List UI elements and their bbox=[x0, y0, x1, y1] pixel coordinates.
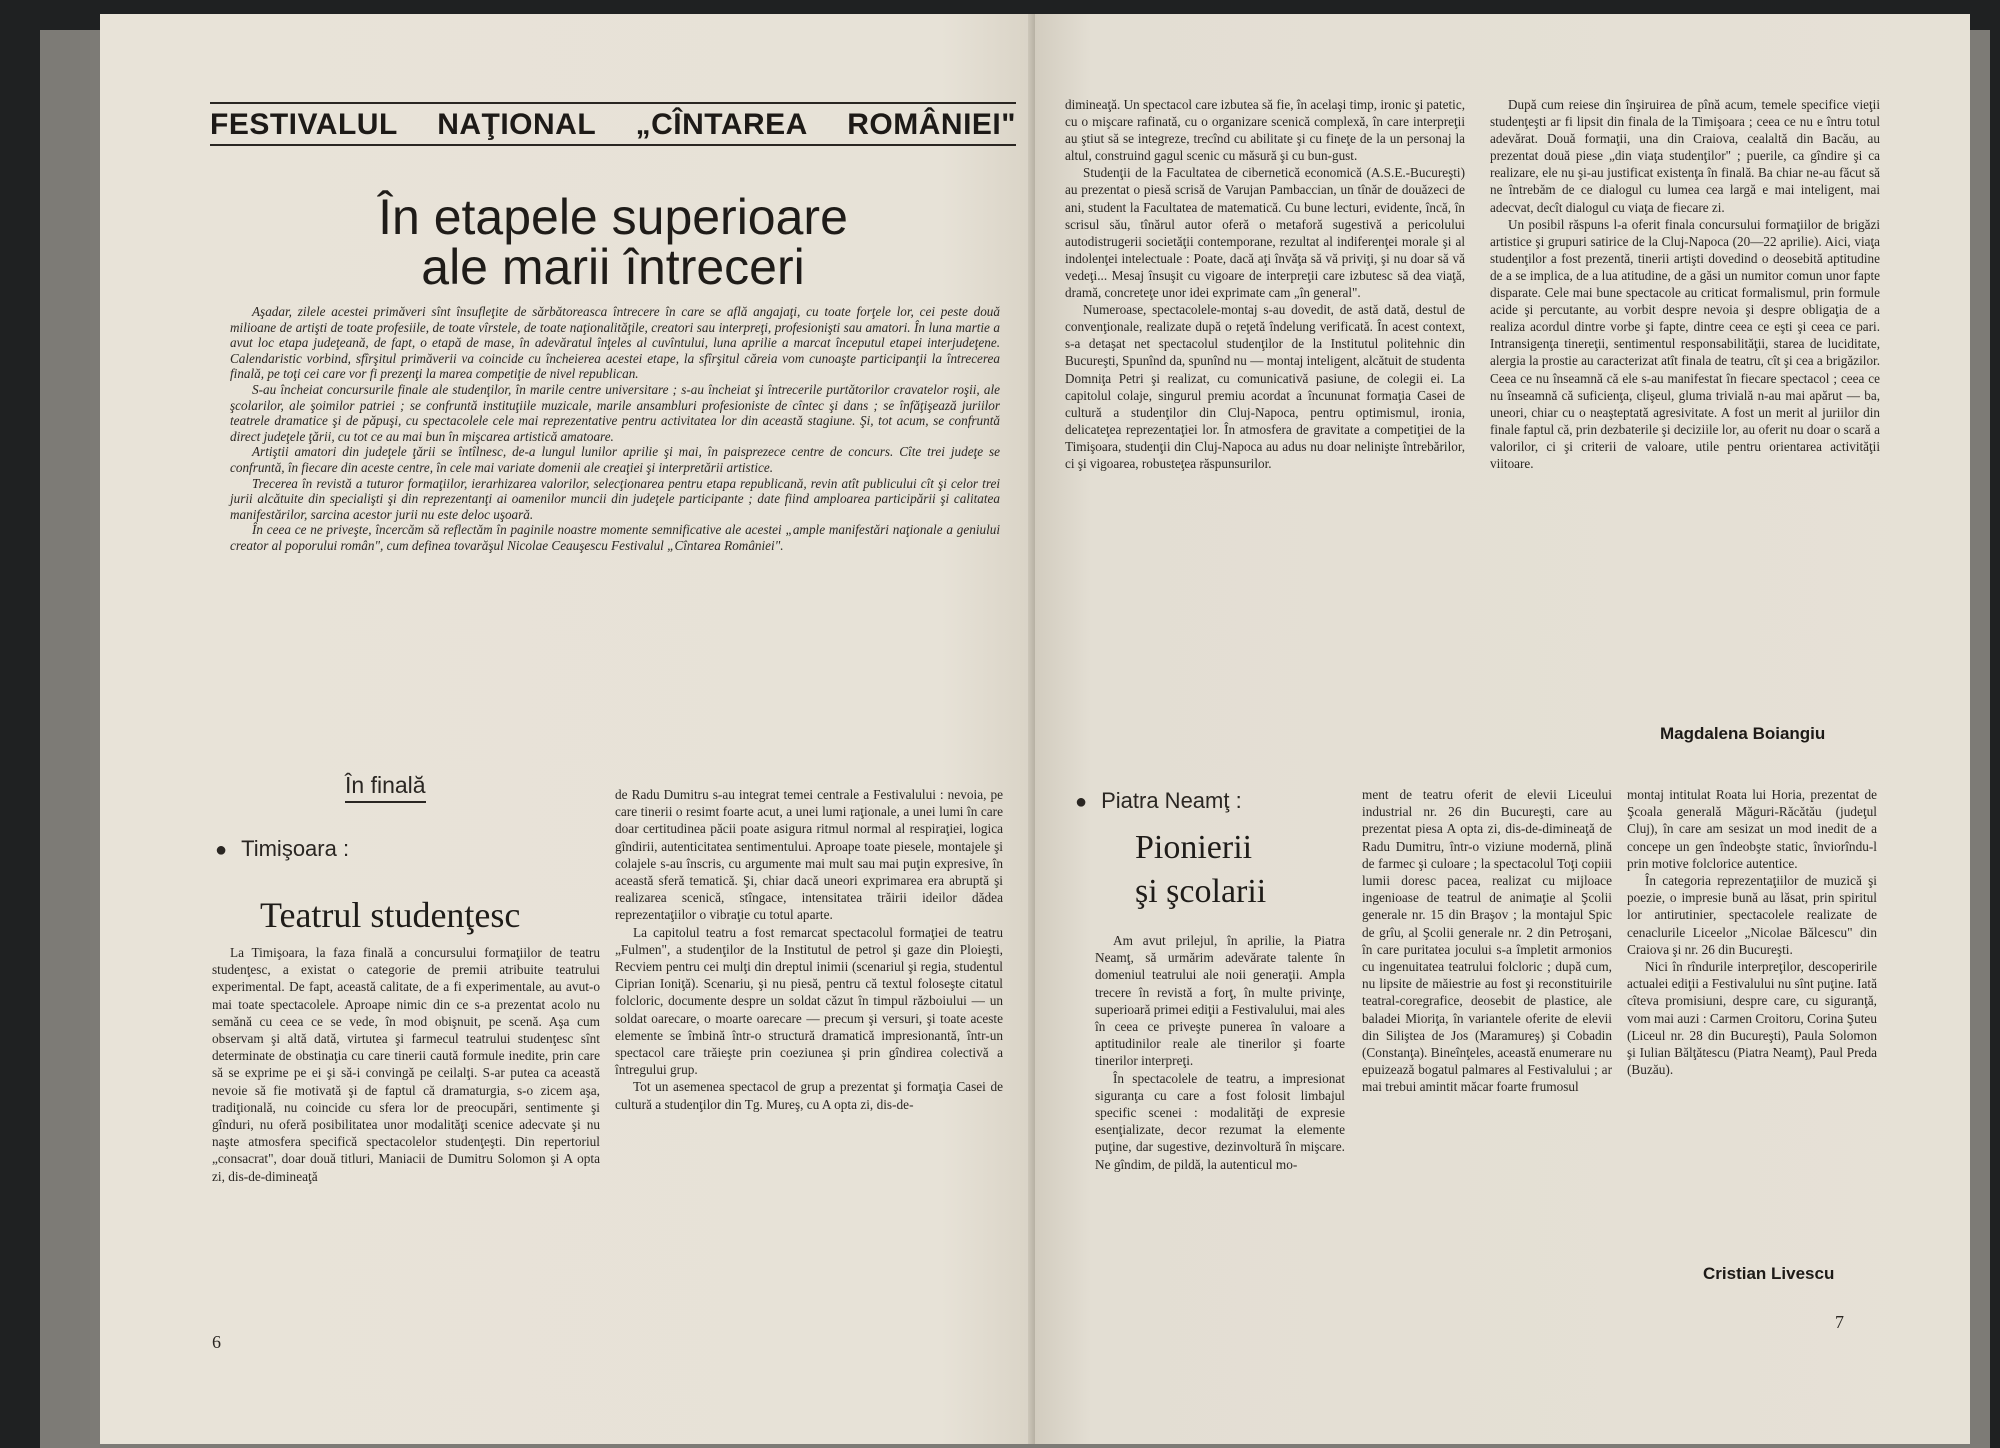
headline-line-1: În etapele superioare bbox=[378, 189, 848, 245]
lead-paragraph: În ceea ce ne priveşte, încercăm să reflectăm în paginile noastre momente semnificative ale acestei „ample manifestări naţionale a geniului creator al poporului român", cum definea tovarăşul Nicolae Ceauşescu Festivalul „Cîntarea României". bbox=[230, 522, 1000, 553]
column-1 bbox=[212, 944, 600, 1185]
paragraph: După cum reiese din înşiruirea de pînă acum, temele specifice vieţii studenţeşti ar fi lipsit din finala de la Timişoara ; ceea ce nu e întru totul adevărat. Două formaţii, una din Craiova, cealaltă din Bacău, au prezentat două piese „din viaţa studenţilor" ; puerile, ca gîndire şi ca realizare, ele nu şi-au justificat existenţa în finală. Ba chiar ne-au făcut să ne întrebăm de ce dialogul cu lumea cea largă e mai inteligent, mai adecvat, decît dialogul cu viaţa de fiecare zi. bbox=[1490, 97, 1880, 215]
paragraph: În categoria reprezentaţiilor de muzică şi poezie, o impresie bună au lăsat, prin spiritul lor antirutinier, spectacolele realizate de cenaclurile Liceelor „Nicolae Bălcescu" din Craiova şi nr. 26 din Bucureşti. bbox=[1627, 873, 1877, 957]
headline-line-2: ale marii întreceri bbox=[421, 239, 805, 295]
section-title: În finală bbox=[345, 772, 426, 803]
festival-banner bbox=[210, 102, 1016, 146]
subhead-line-2: şi şcolarii bbox=[1135, 873, 1267, 910]
byline-author: Cristian Livescu bbox=[1703, 1264, 1835, 1283]
paragraph: dimineaţă. Un spectacol care izbutea să fie, în acelaşi timp, ironic şi patetic, cu o mişcare rafinată, cu o organizare scenică complexă, în care interpreţii au ştiut să se integreze, trecînd cu abilitate şi cu fineţe de la un personaj la altul, construind gagul scenic cu măsură şi cu bun-gust. bbox=[1065, 97, 1465, 164]
paragraph: de Radu Dumitru s-au integrat temei centrale a Festivalului : nevoia, pe care tinerii o resimt foarte acut, a unei lumi raţionale, a unei lumi în care doar certitudinea păcii poate asigura ritmul normal al respiraţiei, logica gîndirii, autenticitatea sentimentului. Aproape toate piesele, montajele şi colajele s-au înscris, cu argumente mai mult sau mai puţin expresive, în această sferă tematică. Şi, chiar dacă uneori exprimarea era abruptă şi realizarea scenică, stîngace, intensitatea trăirii ideilor dădea reprezentaţiilor o vibraţie cu totul aparte. bbox=[615, 787, 1003, 923]
page-number: 6 bbox=[212, 1332, 221, 1352]
location-text: Timişoara : bbox=[241, 836, 350, 861]
bullet-icon: ● bbox=[1075, 791, 1088, 813]
banner-word: FESTIVALUL bbox=[210, 108, 398, 141]
page-right bbox=[1035, 14, 1970, 1444]
bullet-icon: ● bbox=[215, 839, 228, 861]
article-headline bbox=[210, 189, 1016, 295]
paragraph: montaj intitulat Roata lui Horia, prezentat de Şcoala generală Măguri-Răcătău (judeţul Cluj), în care am sesizat un mod inedit de a concepe un gen îndeobşte static, înviorîndu-l prin motive folclorice autentice. bbox=[1627, 787, 1877, 871]
page-left bbox=[100, 14, 1035, 1444]
location-text: Piatra Neamţ : bbox=[1101, 788, 1242, 813]
paragraph: La capitolul teatru a fost remarcat spectacolul formaţiei de teatru „Fulmen", a studenţilor de la Institutul de petrol şi gaze din Ploieşti, Recviem pentru cei mulţi din dreptul inimii (scenariul şi regia, studentul Ciprian Ioniţă). Scenariu, şi nu piesă, pentru că textul foloseşte citatul folcloric, documente despre un soldat căzut în timpul războiului — un soldat oarecare, o moarte oarecare — precum şi versuri, şi toate aceste elemente se îmbină într-o structură dramatică impresionantă, într-un spectacol care trăieşte prin coeziunea şi prin gîndirea colectivă a întregului grup. bbox=[615, 924, 1003, 1078]
lead-paragraph: Artiştii amatori din judeţele ţării se întîlnesc, de-a lungul lunilor aprilie şi mai, în paisprezece centre de concurs. Cîte trei judeţe se confruntă, în fiecare din aceste centre, în cele mai variate domenii ale creaţiei şi interpretării artistice. bbox=[230, 444, 1000, 475]
bottom-column-3 bbox=[1627, 786, 1877, 1078]
location-label bbox=[1075, 788, 1242, 814]
subhead-line-1: Pionierii bbox=[1135, 829, 1253, 866]
bottom-column-2 bbox=[1362, 786, 1612, 1096]
byline-author: Magdalena Boiangiu bbox=[1660, 724, 1826, 743]
top-column-2 bbox=[1490, 96, 1880, 472]
lead-paragraphs bbox=[230, 304, 1000, 554]
banner-word: ROMÂNIEI" bbox=[847, 108, 1016, 141]
lead-paragraph: S-au încheiat concursurile finale ale studenţilor, în marile centre universitare ; s-au încheiat şi întrecerile purtătorilor cravatelor roşii, ale şcolarilor, ale şoimilor patriei ; se confruntă instituţiile muzicale, marile ansambluri profesioniste de cîntec şi dans ; se înfăţişează juriilor teatrele dramatice şi de păpuşi, cu spectacolele cele mai reprezentative pentru activitatea lor din această stagiune. Şi, tot acum, se confruntă direct judeţele ţării, cu tot ce au mai bun în mişcarea artistică amatoare. bbox=[230, 381, 1000, 444]
location-label bbox=[215, 836, 349, 862]
column-2 bbox=[615, 786, 1003, 1113]
paragraph: Numeroase, spectacolele-montaj s-au dovedit, de astă dată, destul de convenţionale, realizate după o reţetă îndelung verificată. În acest context, s-a detaşat net spectacolul studenţilor de la Institutul politehnic din Bucureşti, Spunînd da, spunînd nu — montaj inteligent, alcătuit de studenta Domniţa Petri şi realizat, cu comunicativă pasiune, de colegii ei. La capitolul colaje, singurul premiu acordat a încununat formaţia Casei de cultură a studenţilor din Cluj-Napoca, pentru optimismul, ironia, delicateţea reprezentaţiei lor. În atmosfera de gravitate a competiţiei de la Timişoara, studenţii din Cluj-Napoca au adus nu doar nelinişte întrebărilor, ci şi vigoarea, robusteţea răspunsurilor. bbox=[1065, 302, 1465, 471]
paragraph: Nici în rîndurile interpreţilor, descoperirile actualei ediţii a Festivalului nu sînt puţine. Iată cîteva promisiuni, despre care, cu siguranţă, vom mai auzi : Carmen Croitoru, Corina Şuteu (Liceul nr. 28 din Bucureşti), Paula Solomon şi Iulian Bălţătescu (Piatra Neamţ), Paul Preda (Buzău). bbox=[1627, 959, 1877, 1078]
lead-paragraph: Aşadar, zilele acestei primăveri sînt însufleţite de sărbătoreasca întrecere în care se află angajaţi, cu toate forţele lor, cei peste două milioane de artişti de toate profesiile, de toate vîrstele, de toate naţionalităţile, creatori sau interpreţi, profesionişti sau amatori. În luna martie a avut loc etapa judeţeană, de fapt, o etapă de mase, în adevăratul înţeles al cuvîntului, luna aprilie a marcat începutul etapei interjudeţene. Calendaristic vorbind, sfîrşitul primăverii va coincide cu încheierea acestei etape, la sfîrşitul căreia vom cunoaşte participanţii la întrecerea finală, pe toţi cei care vor fi prezenţi la marea competiţie de nivel republican. bbox=[230, 304, 1000, 382]
paragraph: Un posibil răspuns l-a oferit finala concursului formaţiilor de brigăzi artistice şi grupuri satirice de la Cluj-Napoca (20—22 aprilie). Aici, viaţa studenţilor a fost prezentă, tinerii artişti dovedind o deosebită aptitudine de a se implica, de a lua atitudine, de a găsi un numitor comun unor fapte disparate. Cele mai bune spectacole au criticat formalismul, prin formule acide şi percutante, au vorbit despre nevoia şi despre obligaţia de a realiza acordul dintre vorbe şi fapte, dintre ceea ce eşti şi ceea ce pari. Intransigenţa tinereţii, sentimentul responsabilităţii, starea de luciditate, alergia la prostie au caracterizat atît finala de teatru, cît şi cea a brigăzilor. Ceea ce nu înseamnă că ele s-au manifestat în fiecare spectacol ; ceea ce nu înseamnă că suficienţa, clişeul, gluma trivială n-au mai apărut — ba, uneori, chiar cu o neaşteptată agresivitate. A fost un merit al juriilor din finale faptul că, prin dezbaterile şi deciziile lor, au oferit nu doar o scară a valorilor, ci şi criterii de valoare, utile pentru orientarea activităţii viitoare. bbox=[1490, 216, 1880, 471]
subhead: Teatrul studenţesc bbox=[260, 895, 521, 935]
bottom-column-1 bbox=[1095, 932, 1345, 1173]
page-number: 7 bbox=[1835, 1312, 1844, 1332]
paragraph: În spectacolele de teatru, a impresionat siguranţa cu care a fost folosit limbajul specific scenei : modalităţi de expresie esenţializate, decor rezumat la elemente puţine, dar sugestive, dezinvoltură în mişcare. Ne gîndim, de pildă, la autenticul mo- bbox=[1095, 1070, 1345, 1172]
top-column-1 bbox=[1065, 96, 1465, 472]
banner-word: „CÎNTAREA bbox=[635, 108, 808, 141]
paragraph: Studenţii de la Facultatea de cibernetică economică (A.S.E.-Bucureşti) au prezentat o piesă scrisă de Varujan Pambaccian, un tînăr de douăzeci de ani, student la Facultatea de matematică. Cu bune lecturi, evidente, încă, în scrisul său, tînărul autor oferă o metaforă sugestivă a pericolului autodistrugerii societăţii contemporane, rezultat al indiferenţei morale şi al indolenţei intelectuale : Poate, dacă aţi învăţa să vă priviţi, şi nu doar să vă vedeţi... Mesaj însuşit cu vigoare de interpreţii care izbutesc să dea viaţă, dramă, concreteţe unor idei exprimate cam „în general". bbox=[1065, 165, 1465, 301]
paragraph: ment de teatru oferit de elevii Liceului industrial nr. 26 din Bucureşti, care au prezentat piesa A opta zi, dis-de-dimineaţă de Radu Dumitru, într-o viziune modernă, plină de farmec şi culoare ; la spectacolul Toţi copiii lumii doresc pacea, realizat cu mijloace ingenioase de teatrul de animaţie al Şcolii generale nr. 15 din Braşov ; la montajul Spic de grîu, al Şcolii generale nr. 2 din Petroşani, în care puritatea jocului s-a împletit armonios cu ingenuitatea teatrului folcloric ; după cum, nu lipsite de măiestrie au fost şi reconstituirile teatral-coregrafice, deosebit de plastice, ale baladei Mioriţa, în variantele oferite de elevii din Siliştea de Jos (Maramureş) şi Cobadin (Constanţa). Bineînţeles, această enumerare nu epuizează bogatul palmares al Festivalului ; ar mai trebui amintit măcar foarte frumosul bbox=[1362, 787, 1612, 1095]
subhead bbox=[1135, 826, 1266, 914]
paragraph: Tot un asemenea spectacol de grup a prezentat şi formaţia Casei de cultură a studenţilor din Tg. Mureş, cu A opta zi, dis-de- bbox=[615, 1079, 1003, 1112]
paragraph: La Timişoara, la faza finală a concursului formaţiilor de teatru studenţesc, a existat o categorie de premii atribuite teatrului experimental. De fapt, această calitate, de a fi experimentale, au avut-o mai toate spectacolele. Aproape nimic din ce s-a prezentat acolo nu semănă cu ceea ce se vede, în mod obişnuit, pe scenă. Aşa cum observam şi altă dată, virtutea şi farmecul teatrului studenţesc sînt determinate de obstinaţia cu care tinerii caută formule inedite, prin care să se exprime pe ei şi să-i convingă pe ceilalţi. S-ar putea ca această nevoie să fie motivată şi de faptul că dramaturgia, s-o zicem aşa, tradiţională, nu coincide cu sfera lor de preocupări, sentimente şi gînduri, nu oferă posibilitatea unor modalităţi scenice adecvate şi nu naşte atmosfera specifică spectacolelor studenţeşti. Din repertoriul „consacrat", doar două titluri, Maniacii de Dumitru Solomon şi A opta zi, dis-de-dimineaţă bbox=[212, 945, 600, 1184]
paragraph: Am avut prilejul, în aprilie, la Piatra Neamţ, să urmărim adevărate talente în domeniul teatrului ale noii generaţii. Ampla trecere în revistă a forţ, în multe privinţe, superioară primei ediţii a Festivalului, mai ales în ceea ce priveşte punerea în valoare a aptitudinilor reale ale tinerilor şi foarte tinerilor interpreţi. bbox=[1095, 933, 1345, 1069]
banner-word: NAŢIONAL bbox=[437, 108, 597, 141]
lead-paragraph: Trecerea în revistă a tuturor formaţiilor, ierarhizarea valorilor, selecţionarea pentru etapa republicană, revin atît publicului cît şi celor trei jurii alcătuite din specialişti şi din reprezentanţi ai oamenilor muncii din judeţele participante ; date fiind amploarea participării şi calitatea manifestărilor, sarcina acestor jurii nu este deloc uşoară. bbox=[230, 475, 1000, 522]
